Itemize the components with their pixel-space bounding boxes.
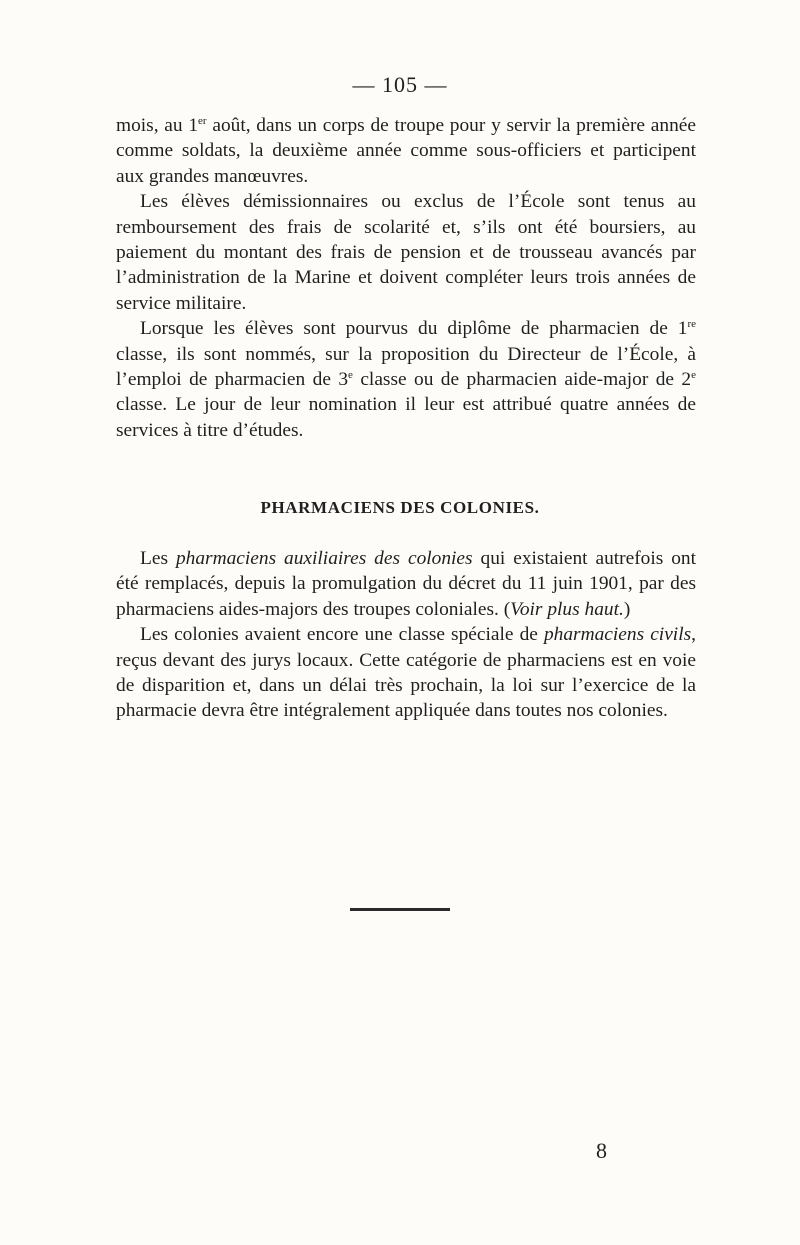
paragraph-continuation (116, 113, 696, 189)
text-run: classe ou de pharmacien aide-major de 2 (352, 369, 692, 391)
superscript: er (198, 115, 207, 127)
text-run: classe. Le jour de leur nomination il leur est attribué quatre années de services à titre d’études. (116, 394, 696, 441)
italic-run: pharmaciens auxiliaires des colonies (175, 548, 473, 569)
superscript: re (687, 318, 696, 331)
superscript: e (348, 369, 353, 382)
text-run: Les colonies avaient encore une classe spéciale de (140, 624, 544, 646)
text-run: qui existaient autrefois ont été remplacés, depuis la promulgation du décret du 11 juin 1901, par des pharmaciens aides-majors des troupes coloniales. ( (116, 548, 697, 620)
paragraph-auxiliaires (116, 546, 696, 622)
signature-mark: 8 (596, 1138, 607, 1163)
paragraph-diploma (116, 316, 696, 443)
text-run: ) (623, 598, 631, 620)
paragraph-exclusion: Les élèves démissionnaires ou exclus de l’École sont tenus au remboursement des frais de scolarité et, s’ils ont été boursiers, au paiement du montant des frais de pension et de trousseau avancés par l’administration de la Marine et doivent compléter leurs trois années de service militaire. (116, 191, 696, 314)
text-run: , reçus devant des jurys locaux. Cette catégorie de pharmaciens est en voie de disparition et, dans un délai très prochain, la loi sur l’exercice de la pharmacie devra être intégralement appliquée dans toutes nos colonies. (116, 624, 696, 722)
text-run: Lorsque les élèves sont pourvus du diplôme de pharmacien de 1 (140, 318, 688, 340)
text-run: classe, ils sont nommés, sur la proposition du Directeur de l’École, à l’emploi de pharmacien de 3 (116, 343, 696, 391)
text-run: mois, au 1 (116, 115, 199, 136)
section-title: PHARMACIENS DES COLONIES. (260, 498, 540, 517)
superscript: e (691, 369, 697, 382)
text-run: août, dans un corps de troupe pour y servir la première année comme soldats, la deuxième année comme sous-officiers et participent aux grandes manœuvres. (116, 115, 696, 187)
paragraph-civils (116, 622, 696, 724)
page-header: — 105 — (352, 72, 448, 97)
top-text-block (116, 113, 696, 443)
section-text-block (116, 546, 696, 724)
italic-run: Voir plus haut. (510, 598, 624, 620)
italic-run: pharmaciens civils (543, 624, 692, 646)
text-run: Les (140, 548, 176, 569)
separator-rule (350, 908, 450, 911)
